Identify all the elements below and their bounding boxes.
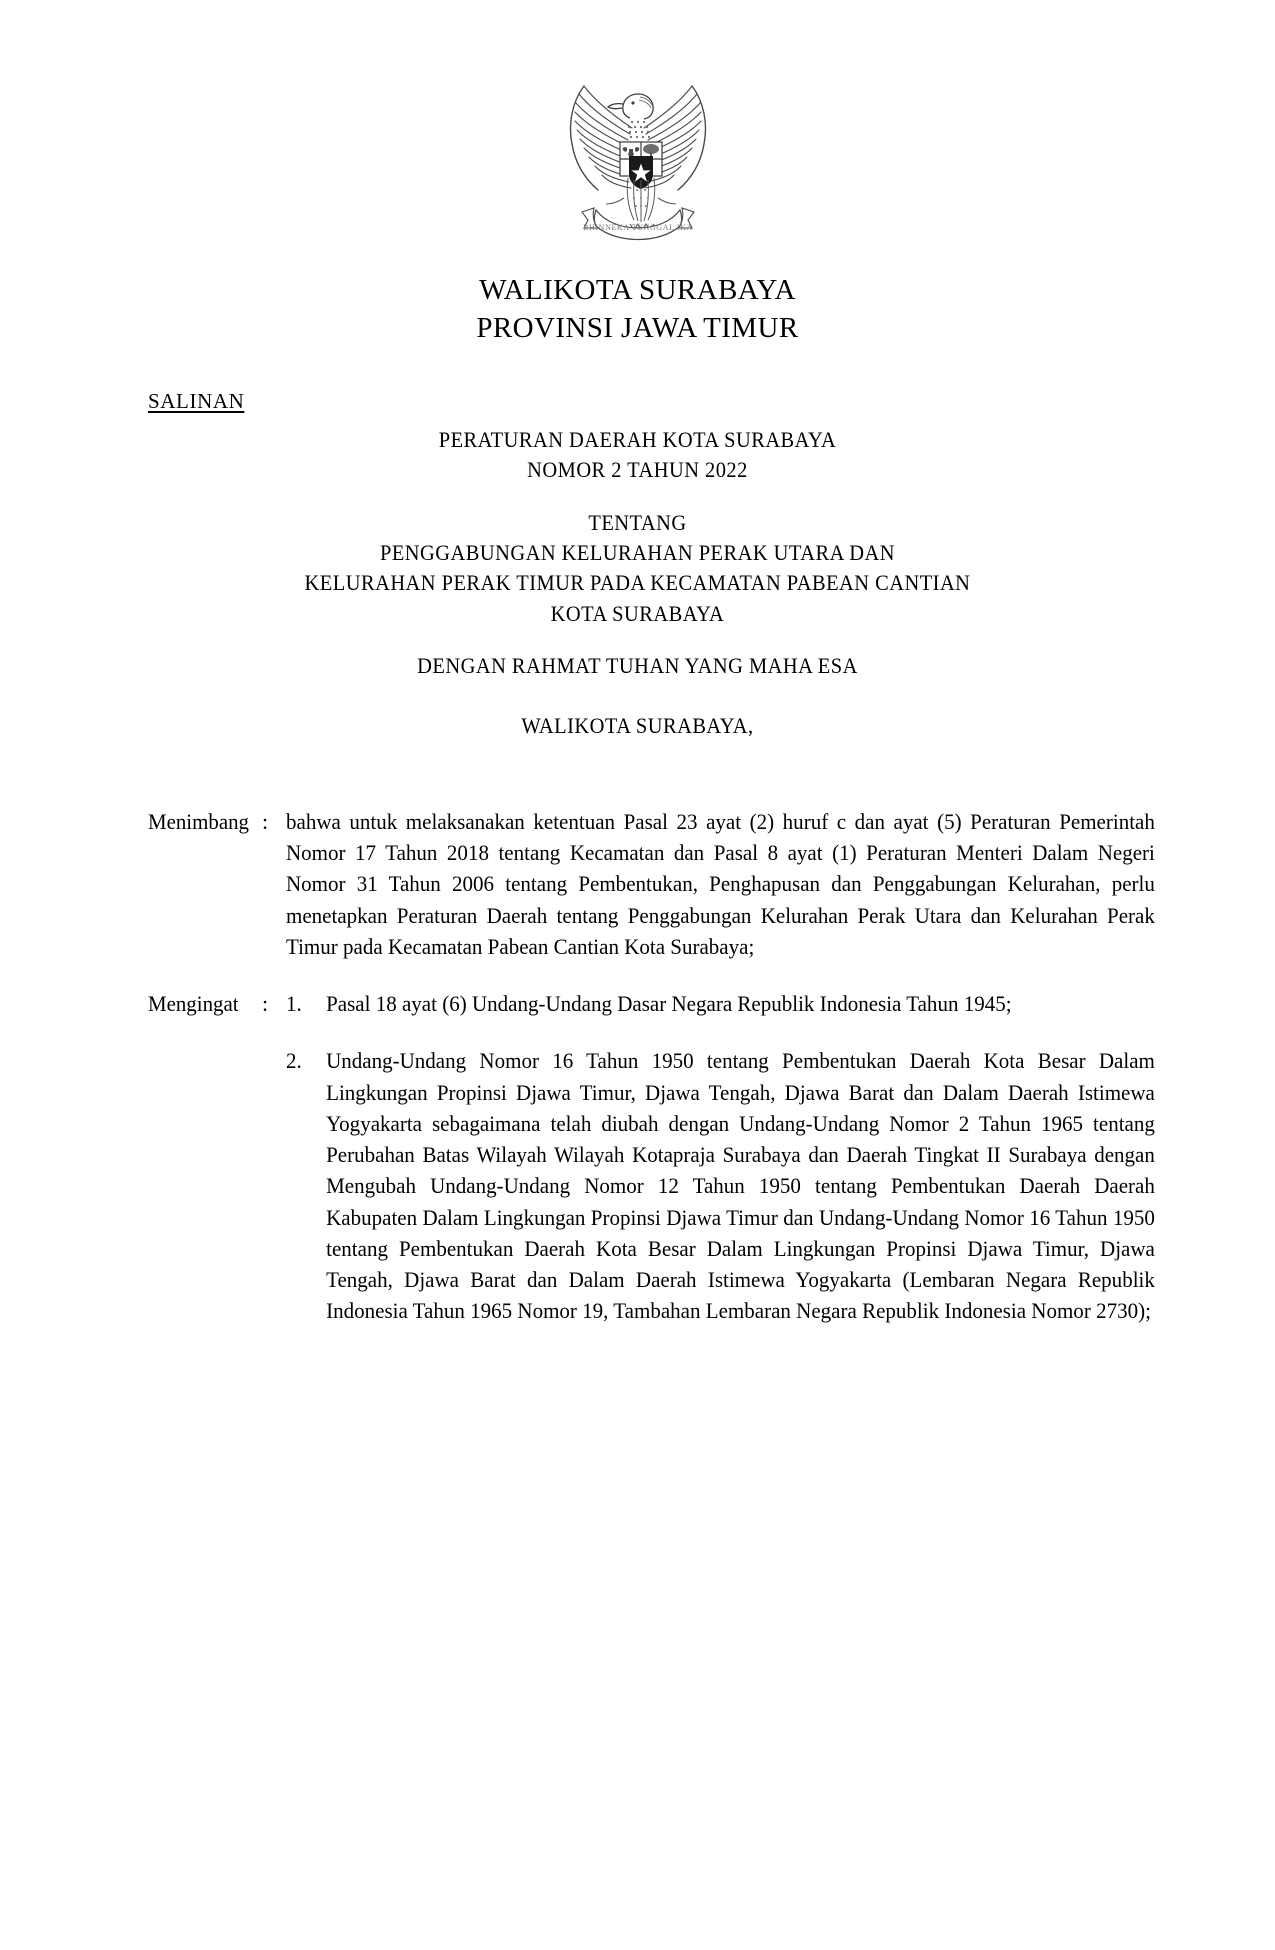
clause-body-menimbang [286, 806, 1155, 962]
clause-label-mengingat: Mengingat [148, 991, 239, 1017]
masthead [0, 272, 1275, 347]
clause-label-menimbang: Menimbang [148, 809, 250, 834]
masthead-line-city: WALIKOTA SURABAYA [479, 274, 796, 306]
emblem-container [0, 58, 1275, 267]
list-item-text: Undang-Undang Nomor 16 Tahun 1950 tentang Pembentukan Daerah Kota Besar Dalam Lingkungan Propinsi Djawa Timur, Djawa Tengah, Djawa Barat dan Dalam Daerah Istimewa Yogyakarta sebagaimana telah diubah dengan Undang-Undang Nomor 2 Tahun 1965 tentang Perubahan Batas Wilayah Wilayah Kotapraja Surabaya dan Daerah Tingkat II Surabaya dengan Mengubah Undang-Undang Nomor 12 Tahun 1950 tentang Pembentukan Daerah Daerah Kabupaten Dalam Lingkungan Propinsi Djawa Timur dan Undang-Undang Nomor 16 Tahun 1950 tentang Pembentukan Daerah Kota Besar Dalam Lingkungan Propinsi Djawa Timur, Djawa Tengah, Djawa Barat dan Dalam Daerah Istimewa Yogyakarta (Lembaran Negara Republik Indonesia Tahun 1965 Nomor 19, Tambahan Lembaran Negara Republik Indonesia Nomor 2730); [326, 1048, 1155, 1324]
salinan-label: SALINAN [148, 389, 245, 413]
clause-menimbang [0, 806, 1275, 962]
list-item-text: Pasal 18 ayat (6) Undang-Undang Dasar Negara Republik Indonesia Tahun 1945; [326, 991, 1012, 1017]
regulation-type: PERATURAN DAERAH KOTA SURABAYA [438, 427, 837, 452]
svg-text:BHINNEKA TUNGGAL IKA: BHINNEKA TUNGGAL IKA [582, 223, 693, 232]
masthead-line-province: PROVINSI JAWA TIMUR [476, 311, 799, 344]
subject-line-1: PENGGABUNGAN KELURAHAN PERAK UTARA DAN [379, 540, 896, 566]
regulation-number-year: NOMOR 2 TAHUN 2022 [527, 457, 748, 483]
menimbang-paragraph: bahwa untuk melaksanakan ketentuan Pasal 23 ayat (2) huruf c dan ayat (5) Peraturan Pemerintah Nomor 17 Tahun 2018 tentang Kecamatan dan Pasal 8 ayat (1) Peraturan Menteri Dalam Negeri Nomor 31 Tahun 2006 tentang Pembentukan, Penghapusan dan Penggabungan Kelurahan, perlu menetapkan Peraturan Daerah tentang Penggabungan Kelurahan Perak Utara dan Kelurahan Perak Timur pada Kecamatan Pabean Cantian Kota Surabaya; [286, 809, 1155, 959]
clause-body-mengingat [286, 988, 1155, 1326]
invocation-line: DENGAN RAHMAT TUHAN YANG MAHA ESA [417, 653, 858, 679]
subject-line-2: KELURAHAN PERAK TIMUR PADA KECAMATAN PABEAN CANTIAN [304, 570, 971, 596]
subject-line-3: KOTA SURABAYA [550, 600, 725, 626]
clause-colon-mengingat: : [262, 991, 269, 1017]
list-item-marker: 2. [286, 1048, 302, 1074]
garuda-pancasila-emblem [554, 58, 722, 262]
clause-mengingat [0, 988, 1275, 1326]
clause-colon-menimbang: : [262, 809, 269, 834]
clause-list [0, 806, 1275, 1353]
mengingat-item-list [286, 988, 1155, 1326]
heading-block [0, 425, 1275, 741]
list-item-marker: 1. [286, 991, 302, 1017]
about-label: TENTANG [588, 509, 687, 535]
list-item [286, 1045, 1155, 1326]
regulation-subject [0, 538, 1275, 629]
list-item [286, 988, 1155, 1019]
issuing-authority: WALIKOTA SURABAYA, [521, 712, 754, 738]
motto-ribbon [582, 208, 694, 240]
